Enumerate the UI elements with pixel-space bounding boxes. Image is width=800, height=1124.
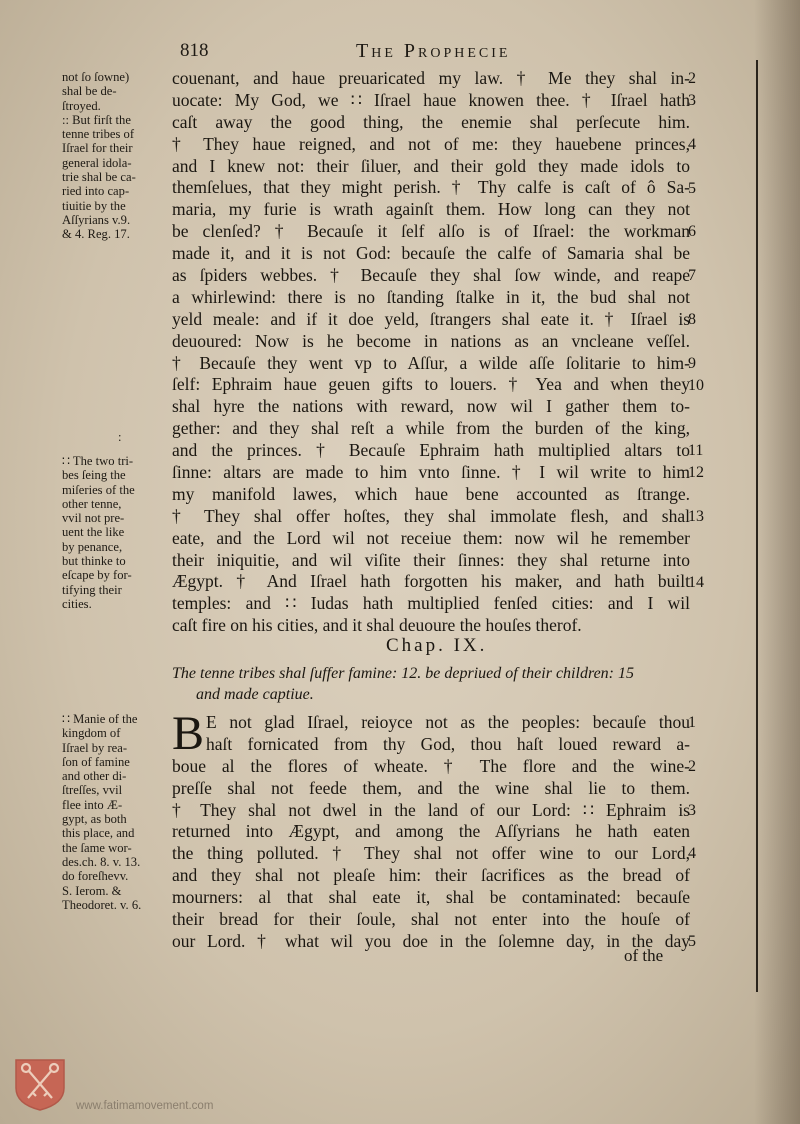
chapter-summary-line: and made captiue. xyxy=(196,686,314,703)
chapter-text-column xyxy=(172,707,690,953)
verse-number: 8 xyxy=(688,310,696,328)
verse-number: 5 xyxy=(688,179,696,197)
verse-number: 14 xyxy=(688,573,704,591)
margin-note-line: & 4. Reg. 17. xyxy=(62,227,130,242)
margin-note-mark xyxy=(118,430,228,444)
margin-note-line: uent the like xyxy=(62,525,125,540)
margin-note xyxy=(62,712,172,912)
catchword: of the xyxy=(624,946,664,965)
margin-note-line: and other di- xyxy=(62,769,127,784)
footer-url[interactable]: www.fatimamovement.com xyxy=(76,1100,214,1112)
text-line: Ægypt. † And Iſrael hath forgotten his maker, and hath built xyxy=(172,571,690,592)
text-line: preſſe shal not feede them, and the wine shal lie to them. xyxy=(172,777,690,798)
margin-note-line: miſeries of the xyxy=(62,482,135,497)
text-line: haſt fornicated from thy God, thou haſt loued reward a- xyxy=(206,733,690,754)
margin-note-line: vvil not pre- xyxy=(62,511,125,526)
page-number: 818 xyxy=(180,40,209,61)
verse-number: 4 xyxy=(688,845,696,863)
margin-note-line: this place, and xyxy=(62,826,135,841)
margin-note-line: bes ſeing the xyxy=(62,468,126,483)
papal-keys-logo-icon xyxy=(12,1054,68,1112)
margin-note-line: ∷ The two tri- xyxy=(62,454,134,468)
margin-note-line: Iſrael for their xyxy=(62,141,133,156)
text-line: and the princes. † Becauſe Ephraim hath multiplied altars to xyxy=(172,440,690,461)
text-line: deuoured: Now is he become in nations as an vncleane veſſel. xyxy=(172,330,690,351)
main-text-column xyxy=(172,68,690,637)
page-gutter-rule xyxy=(756,60,758,992)
verse-number: 7 xyxy=(688,267,696,285)
text-line: our Lord. † what wil you doe in the ſolemne day, in the day xyxy=(172,930,690,951)
text-line: my manifold lawes, which haue bene accounted as ſtrange. xyxy=(172,483,690,504)
text-line: ſelf: Ephraim haue geuen gifts to louers. † Yea and when they xyxy=(172,374,690,395)
verse-number: 11 xyxy=(688,442,704,460)
text-line: a whirlewind: there is no ſtanding ſtalke in it, the bud shal not xyxy=(172,286,690,307)
text-line: themſelues, that they might perish. † Thy calfe is caſt of ô Sa- xyxy=(172,177,690,198)
margin-note-line: eſcape by for- xyxy=(62,568,132,583)
verse-number: 12 xyxy=(688,464,704,482)
text-line: and I knew not: their ſiluer, and their gold they made idols to xyxy=(172,155,690,176)
margin-note-line: shal be de- xyxy=(62,84,117,99)
margin-note-line: do foreſhevv. xyxy=(62,869,129,884)
text-line: uocate: My God, we ∷ Iſrael haue knowen thee. † Iſrael hath xyxy=(172,89,690,110)
margin-note-line: kingdom of xyxy=(62,726,121,741)
margin-note-line: tifying their xyxy=(62,582,122,597)
text-line: boue al the flores of wheate. † The flore and the wine- xyxy=(172,755,690,776)
margin-note-line: Theodoret. v. 6. xyxy=(62,897,142,912)
margin-note-line: other tenne, xyxy=(62,496,122,511)
verse-number: 1 xyxy=(688,714,696,731)
verse-number: 6 xyxy=(688,223,696,241)
text-line: caſt fire on his cities, and it shal deuoure the houſes therof. xyxy=(172,615,582,636)
page-header xyxy=(180,40,580,64)
margin-note xyxy=(62,70,172,242)
verse-number: 5 xyxy=(688,933,696,950)
margin-note-line: but thinke to xyxy=(62,554,126,569)
margin-note-line: not ſo ſowne) xyxy=(62,70,130,84)
text-line: † Becauſe they went vp to Aſſur, a wilde aſſe ſolitarie to him- xyxy=(172,352,690,373)
margin-note-line: gypt, as both xyxy=(62,812,127,827)
text-line: as ſpiders webbes. † Becauſe they shal ſow winde, and reape xyxy=(172,265,690,286)
verse-number: 13 xyxy=(688,508,704,525)
text-line: ſinne: altars are made to him vnto ſinne. † I wil write to him xyxy=(172,462,690,483)
margin-note-line: S. Ierom. & xyxy=(62,883,122,898)
chapter-heading: Chap. IX. xyxy=(386,635,488,656)
text-line: † They shal offer hoſtes, they shal immolate flesh, and shal xyxy=(172,505,690,526)
margin-note xyxy=(62,454,172,611)
margin-note-line: by penance, xyxy=(62,539,123,554)
margin-note-line: ſtroyed. xyxy=(62,98,101,113)
text-line: returned into Ægypt, and among the Aſſyrians he hath eaten xyxy=(172,821,690,842)
text-line: temples: and ∷ Iudas hath multiplied fenſed cities: and I wil xyxy=(172,593,690,614)
margin-note-line: tiuitie by the xyxy=(62,198,126,213)
text-line: made it, and it is not God: becauſe the calfe of Samaria shal be xyxy=(172,243,690,264)
chapter-summary xyxy=(172,663,692,705)
margin-note-line: : xyxy=(118,430,122,444)
text-line: their iniquitie, and wil viſite their ſinnes: they shal returne into xyxy=(172,549,690,570)
running-title: The Prophecie xyxy=(356,40,511,62)
text-line: mourners: al that shal eate it, shal be contaminated: becauſe xyxy=(172,887,690,908)
text-line: maria, my furie is wrath againſt them. How long can they not xyxy=(172,199,690,220)
verse-number: 10 xyxy=(688,376,704,394)
margin-note-line: ſon of famine xyxy=(62,754,130,769)
margin-note-line: ſtreſſes, vvil xyxy=(62,783,123,798)
text-line: and they shal not pleaſe him: their ſacrifices as the bread of xyxy=(172,865,690,886)
verse-number: 3 xyxy=(688,91,696,109)
text-line: shal hyre the nations with reward, now wil I gather them to- xyxy=(172,396,690,417)
verse-number: 9 xyxy=(688,354,696,372)
text-line: † They shal not dwel in the land of our Lord: ∷ Ephraim is xyxy=(172,799,690,820)
margin-note-line: the ſame wor- xyxy=(62,840,132,855)
text-line: their bread for their ſoule, shal not enter into the houſe of xyxy=(172,909,690,930)
text-line: gether: and they shal reſt a while from the burden of the king, xyxy=(172,418,690,439)
margin-note-line: Iſrael by rea- xyxy=(62,740,128,755)
margin-note-line: des.ch. 8. v. 13. xyxy=(62,854,141,869)
margin-note-line: trie shal be ca- xyxy=(62,170,136,185)
text-line: E not glad Iſrael, reioyce not as the peoples: becauſe thou xyxy=(206,712,690,732)
text-line: couenant, and haue preuaricated my law. † Me they shal in- xyxy=(172,68,690,88)
verse-number: 3 xyxy=(688,801,696,819)
margin-note-line: :: But firſt the xyxy=(62,112,131,127)
margin-note-line: ∷ Manie of the xyxy=(62,712,138,726)
margin-note-line: cities. xyxy=(62,596,92,611)
margin-note-line: general idola- xyxy=(62,155,132,170)
margin-note-line: Aſſyrians v.9. xyxy=(62,212,131,227)
text-line: † They haue reigned, and not of me: they hauebene princes, xyxy=(172,133,690,154)
text-line: be clenſed? † Becauſe it ſelf alſo is of Iſrael: the workman xyxy=(172,221,690,242)
verse-number: 2 xyxy=(688,757,696,775)
margin-note-line: tenne tribes of xyxy=(62,127,135,142)
text-line: yeld meale: and if it doe yeld, ſtrangers shal eate it. † Iſrael is xyxy=(172,308,690,329)
text-line: the thing polluted. † They shal not offer wine to our Lord, xyxy=(172,843,690,864)
drop-cap: B xyxy=(172,707,205,760)
text-line: eate, and the Lord wil not receiue them: now wil he remember xyxy=(172,527,690,548)
chapter-summary-line: The tenne tribes shal ſuffer famine: 12. be depriued of their children: 15 xyxy=(172,665,634,682)
page-edge-shadow xyxy=(754,0,800,1124)
verse-number: 4 xyxy=(688,135,696,153)
margin-note-line: flee into Æ- xyxy=(62,797,123,812)
text-line: caſt away the good thing, the enemie shal perſecute him. xyxy=(172,111,690,132)
margin-note-line: ried into cap- xyxy=(62,184,130,199)
verse-number: 2 xyxy=(688,70,696,87)
